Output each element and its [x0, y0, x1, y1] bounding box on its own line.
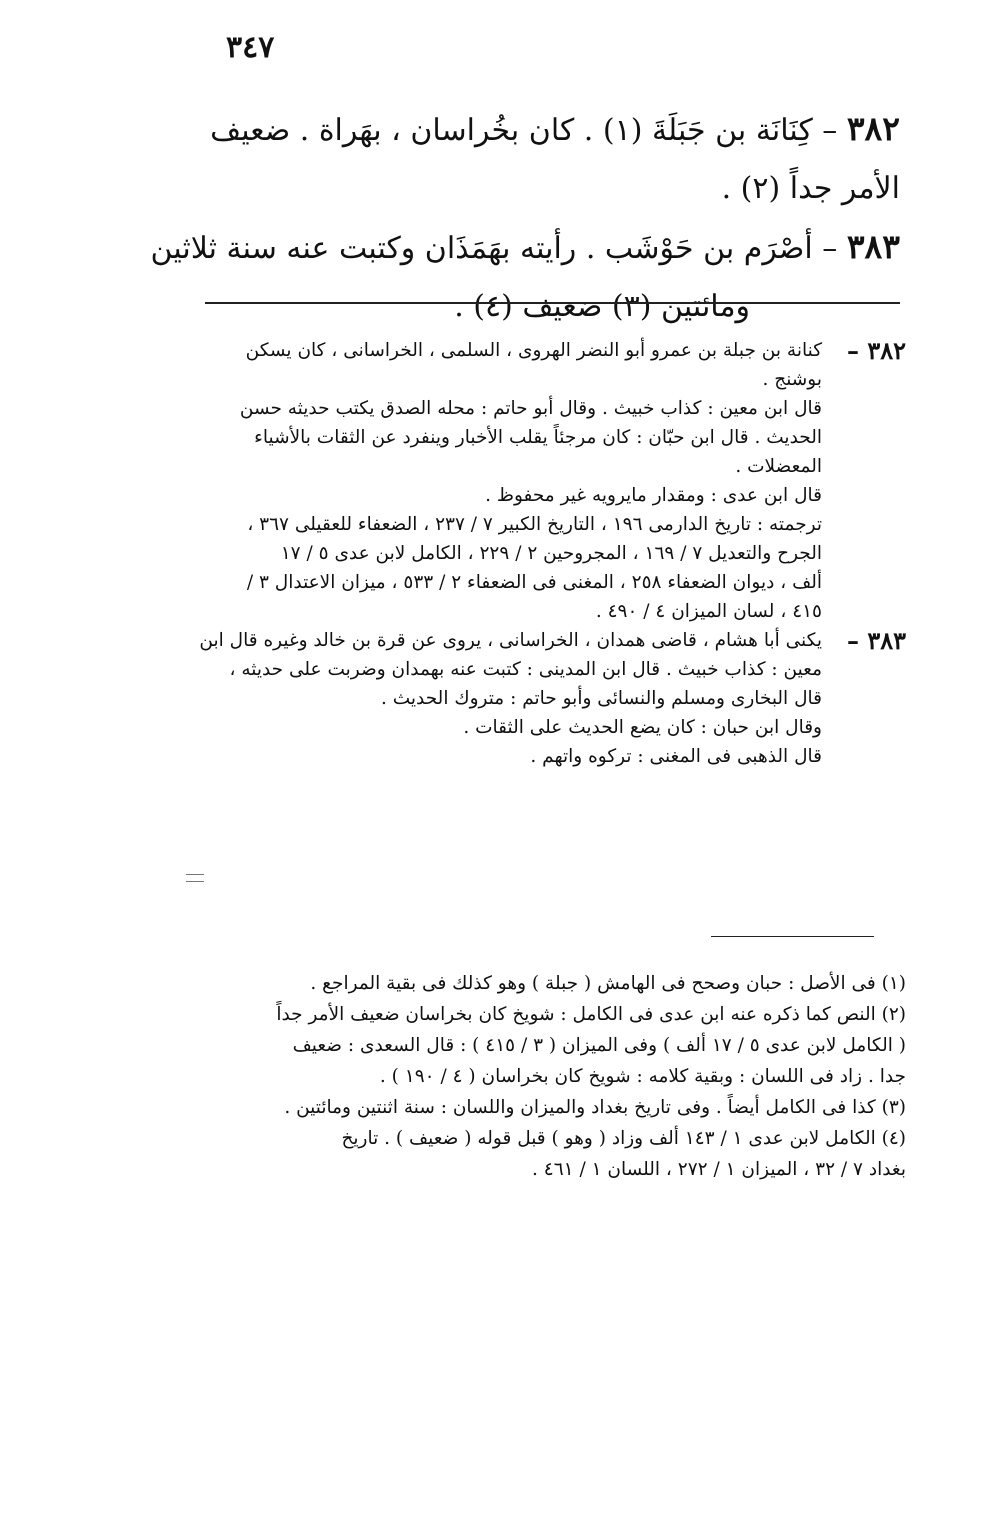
- footnote-line: (٢) النص كما ذكره عنه ابن عدى فى الكامل : شويخ كان بخراسان ضعيف الأمر جداً: [276, 1004, 906, 1025]
- biography-number: ٣٨٣ –: [846, 626, 906, 655]
- biography-line: بوشنج .: [762, 369, 822, 390]
- biography-line: كنانة بن جبلة بن عمرو أبو النضر الهروى ، السلمى ، الخراسانى ، كان يسكن: [245, 340, 822, 361]
- section-divider: [205, 302, 900, 304]
- footnotes: [186, 968, 906, 1185]
- footnote-line: جدا . زاد فى اللسان : وبقية كلامه : شويخ كان بخراسان ( ٤ / ١٩٠ ) .: [379, 1066, 906, 1087]
- biography-line: قال ابن عدى : ومقدار مايرويه غير محفوظ .: [485, 485, 822, 506]
- biography-line: ترجمته : تاريخ الدارمى ١٩٦ ، التاريخ الكبير ٧ / ٢٣٧ ، الضعفاء للعقيلى ٣٦٧ ،: [247, 514, 822, 535]
- footnote-line: بغداد ٧ / ٣٢ ، الميزان ١ / ٢٧٢ ، اللسان ١ / ٤٦١ .: [532, 1159, 906, 1180]
- entry-number: ٣٨٣: [846, 227, 900, 266]
- footnote-divider: [711, 936, 874, 937]
- entry-text: ومائتين (٣) ضعيف (٤) .: [454, 289, 750, 324]
- page-number: ٣٤٧: [226, 30, 275, 65]
- margin-mark: [186, 874, 204, 882]
- entry-383: [150, 218, 900, 278]
- entry-383-continuation: [150, 278, 900, 336]
- footnote-line: (٣) كذا فى الكامل أيضاً . وفى تاريخ بغداد والميزان واللسان : سنة اثنتين ومائتين .: [284, 1097, 906, 1118]
- biography-line: قال الذهبى فى المغنى : تركوه واتهم .: [530, 746, 822, 767]
- biography-383: [186, 626, 906, 771]
- entry-382: [150, 100, 900, 218]
- biography-line: ٤١٥ ، لسان الميزان ٤ / ٤٩٠ .: [595, 601, 822, 622]
- biography-382: [186, 336, 906, 626]
- footnote-line: ( الكامل لابن عدى ٥ / ١٧ ألف ) وفى الميزان ( ٣ / ٤١٥ ) : قال السعدى : ضعيف: [292, 1035, 906, 1056]
- biography-line: ألف ، ديوان الضعفاء ٢٥٨ ، المغنى فى الضعفاء ٢ / ٥٣٣ ، ميزان الاعتدال ٣ /: [246, 572, 822, 593]
- biography-number: ٣٨٢ –: [846, 336, 906, 365]
- biography-notes: [186, 336, 906, 771]
- entry-text: – أصْرَم بن حَوْشَب . رأيته بهَمَذَان وكتبت عنه سنة ثلاثين: [150, 231, 838, 266]
- biography-line: وقال ابن حبان : كان يضع الحديث على الثقات .: [463, 717, 822, 738]
- footnote-line: (١) فى الأصل : حبان وصحح فى الهامش ( جبلة ) وهو كذلك فى بقية المراجع .: [310, 973, 906, 994]
- biography-line: المعضلات .: [735, 456, 822, 477]
- biography-line: الحديث . قال ابن حبّان : كان مرجئاً يقلب الأخبار وينفرد عن الثقات بالأشياء: [254, 427, 822, 448]
- biography-line: قال البخارى ومسلم والنسائى وأبو حاتم : متروك الحديث .: [380, 688, 822, 709]
- biography-line: الجرح والتعديل ٧ / ١٦٩ ، المجروحين ٢ / ٢٢٩ ، الكامل لابن عدى ٥ / ١٧: [280, 543, 822, 564]
- main-entries: [150, 100, 900, 336]
- footnote-line: (٤) الكامل لابن عدى ١ / ١٤٣ ألف وزاد ( وهو ) قبل قوله ( ضعيف ) . تاريخ: [341, 1128, 906, 1149]
- entry-number: ٣٨٢: [846, 109, 900, 148]
- entry-text: – كِنَانَة بن جَبَلَةَ (١) . كان بخُراسان ، بهَراة . ضعيف الأمر جداً (٢) .: [210, 113, 900, 206]
- biography-line: معين : كذاب خبيث . قال ابن المدينى : كتبت عنه بهمدان وضربت على حديثه ،: [229, 659, 822, 680]
- biography-line: قال ابن معين : كذاب خبيث . وقال أبو حاتم : محله الصدق يكتب حديثه حسن: [239, 398, 822, 419]
- biography-line: يكنى أبا هشام ، قاضى همدان ، الخراسانى ، يروى عن قرة بن خالد وغيره قال ابن: [199, 630, 822, 651]
